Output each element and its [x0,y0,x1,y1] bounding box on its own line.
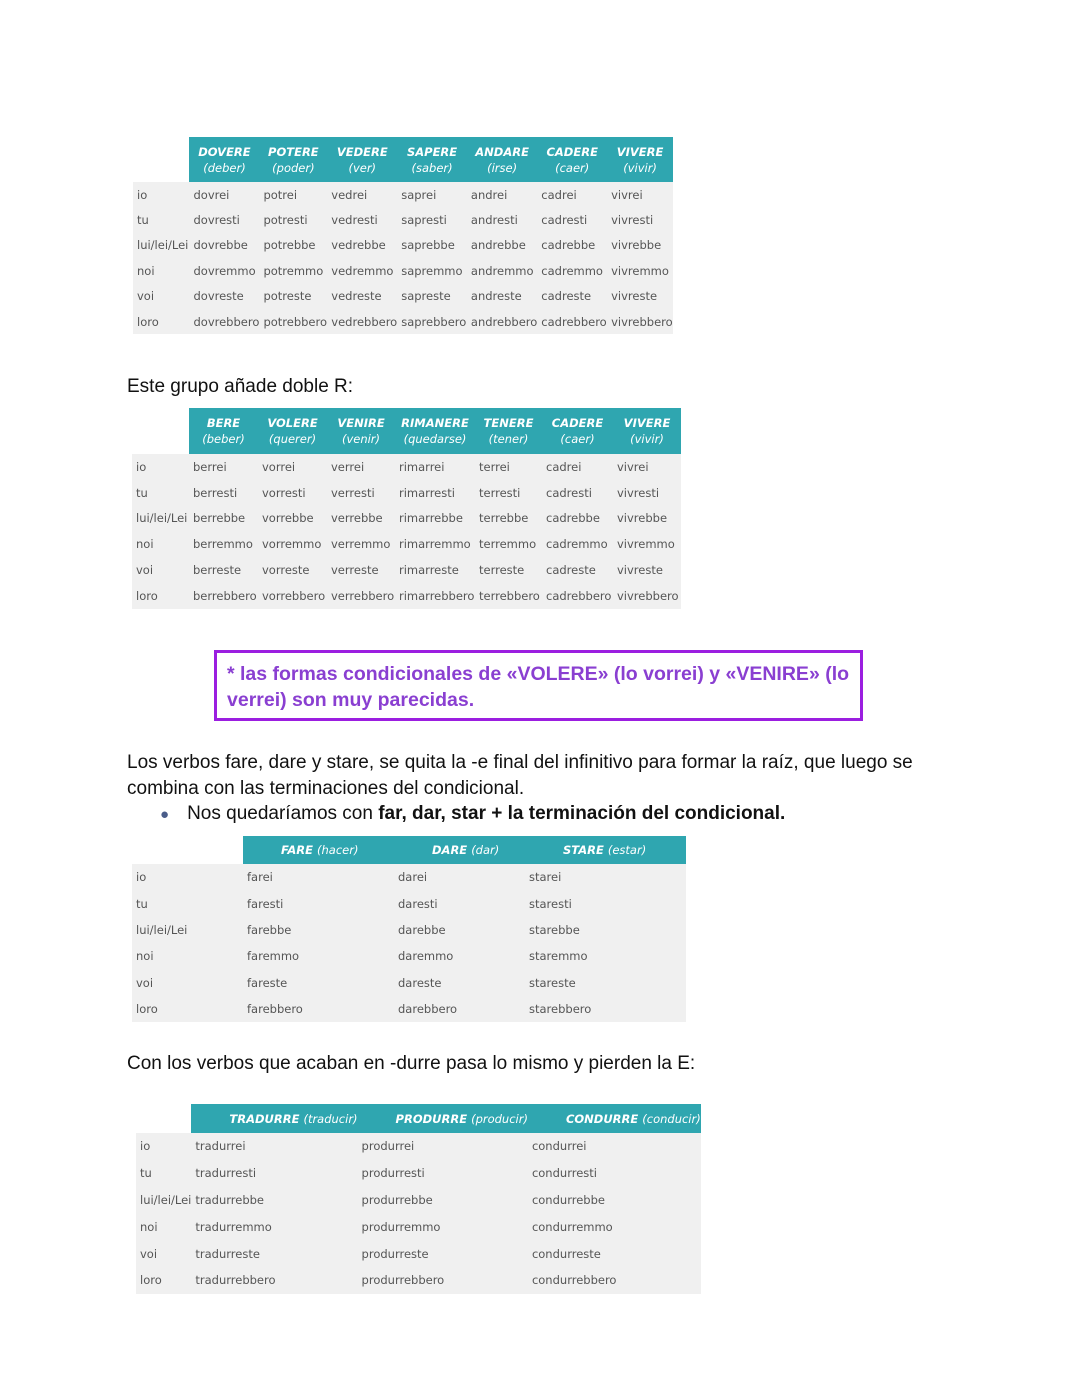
column-header [327,408,395,454]
conjugation-cell: tradurrei [191,1133,357,1160]
table-row [132,917,686,943]
verb-translation: (tener) [488,432,529,446]
conjugation-cell: dareste [394,970,525,996]
conjugation-cell: vivrebbero [607,309,673,334]
verb-translation: (vivir) [623,160,657,175]
table-row [133,182,673,207]
verb-infinitive: VIVERE [623,416,671,430]
conjugation-cell: vorresti [258,480,327,506]
conjugation-cell: dovrebbero [189,309,259,334]
verb-infinitive: VIVERE [616,144,664,159]
conjugation-cell: berremmo [189,531,258,557]
conjugation-cell: terresti [475,480,542,506]
conjugation-cell: vedresti [327,207,397,232]
conjugation-cell: starebbe [525,917,686,943]
pronoun-cell: tu [136,1160,191,1187]
conjugation-cell: staremmo [525,943,686,969]
conjugation-cell: sapresti [397,207,467,232]
conjugation-cell: berresti [189,480,258,506]
verb-infinitive: DOVERE [198,144,251,159]
verb-translation: (caer) [560,432,595,446]
column-header [607,137,673,182]
pronoun-cell: voi [136,1240,191,1267]
conjugation-cell: vedremmo [327,258,397,283]
pronoun-cell: noi [133,258,189,283]
verb-translation: (dar) [471,843,500,857]
conjugation-cell: terrei [475,454,542,480]
conjugation-cell: verrebbero [327,583,395,609]
conjugation-cell: darebbero [394,996,525,1022]
conjugation-cell: produrrei [358,1133,528,1160]
conjugation-cell: condurrei [528,1133,701,1160]
verb-translation: (saber) [411,160,453,175]
verb-infinitive: VENIRE [337,416,385,430]
conjugation-cell: rimarresti [395,480,475,506]
conjugation-cell: potrei [259,182,327,207]
conjugation-cell: cadrebbero [542,583,613,609]
table-row [132,480,681,506]
header-blank [132,408,189,454]
conjugation-cell: produrreste [358,1240,528,1267]
table-row [132,864,686,890]
table-row [136,1240,701,1267]
table-row [136,1160,701,1187]
conjugation-cell: sapremmo [397,258,467,283]
verb-translation: (venir) [341,432,381,446]
conjugation-cell: cadremmo [542,531,613,557]
conjugation-cell: faremmo [243,943,394,969]
conjugation-cell: darebbe [394,917,525,943]
column-header [542,408,613,454]
conjugation-cell: farei [243,864,394,890]
table-row [133,258,673,283]
table-row [132,943,686,969]
verb-translation: (estar) [607,843,647,857]
pronoun-cell: voi [133,284,189,309]
conjugation-cell: cadreste [537,284,607,309]
verb-translation: (querer) [268,432,317,446]
conjugation-cell: vivrebbe [613,506,681,532]
pronoun-cell: lui/lei/Lei [136,1187,191,1214]
header-blank [136,1104,191,1133]
pronoun-cell: loro [132,996,243,1022]
conjugation-cell: tradurreste [191,1240,357,1267]
conjugation-cell: cadrei [537,182,607,207]
verb-infinitive: RIMANERE [401,416,469,430]
pronoun-cell: loro [132,583,189,609]
conjugation-cell: vivremmo [613,531,681,557]
paragraph-fare-dare-stare: Los verbos fare, dare y stare, se quita la -e final del infinitivo para formar la raíz, que luego se combina con las terminaciones del condicional. [127,752,913,799]
conjugation-cell: daremmo [394,943,525,969]
conjugation-cell: andremmo [467,258,537,283]
conjugation-cell: berreste [189,557,258,583]
bullet-item [160,802,785,827]
bullet-dot-icon: ● [160,806,170,823]
conjugation-cell: berrebbero [189,583,258,609]
verb-translation: (caer) [555,160,590,175]
table-row [133,309,673,334]
conjugation-cell: terrebbero [475,583,542,609]
verb-infinitive: POTERE [268,144,319,159]
conjugation-cell: berrebbe [189,506,258,532]
verb-translation: (poder) [272,160,315,175]
verb-infinitive: CADERE [546,144,598,159]
conjugation-cell: rimarremmo [395,531,475,557]
pronoun-cell: loro [136,1267,191,1294]
verb-translation: (beber) [202,432,245,446]
pronoun-cell: lui/lei/Lei [132,506,189,532]
conjugation-cell: saprebbero [397,309,467,334]
conjugation-cell: tradurrebbe [191,1187,357,1214]
conjugation-cell: cadrebbe [537,233,607,258]
conjugation-cell: tradurresti [191,1160,357,1187]
conjugation-cell: cadresti [542,480,613,506]
table-row [132,970,686,996]
conjugation-cell: andrebbero [467,309,537,334]
column-header [258,408,327,454]
paragraph-double-r: Este grupo añade doble R: [127,376,354,397]
conjugation-cell: terremmo [475,531,542,557]
conjugation-cell: vorremmo [258,531,327,557]
pronoun-cell: voi [132,970,243,996]
conjugation-cell: dovrebbe [189,233,259,258]
conjugation-cell: verrebbe [327,506,395,532]
pronoun-cell: tu [132,890,243,916]
conjugation-cell: condurremmo [528,1213,701,1240]
verb-translation: (conducir) [642,1111,701,1126]
column-header [525,836,686,864]
column-header [395,408,475,454]
conjugation-cell: fareste [243,970,394,996]
verb-translation: (quedarse) [403,432,467,446]
verb-translation: (irse) [487,160,518,175]
column-header [537,137,607,182]
conjugation-cell: cadresti [537,207,607,232]
pronoun-cell: io [136,1133,191,1160]
conjugation-cell: dovresti [189,207,259,232]
conjugation-cell: dovrei [189,182,259,207]
conjugation-cell: stareste [525,970,686,996]
conjugation-cell: vivreste [613,557,681,583]
conjugation-cell: condurrebbero [528,1267,701,1294]
conjugation-cell: rimarreste [395,557,475,583]
column-header [189,408,258,454]
paragraph-durre: Con los verbos que acaban en -durre pasa lo mismo y pierden la E: [127,1053,696,1074]
verb-infinitive: TENERE [483,416,534,430]
pronoun-cell: lui/lei/Lei [133,233,189,258]
table-row [133,233,673,258]
conjugation-cell: andrei [467,182,537,207]
conjugation-cell: rimarrei [395,454,475,480]
conjugation-cell: vivremmo [607,258,673,283]
conjugation-cell: dovreste [189,284,259,309]
conjugation-cell: condurreste [528,1240,701,1267]
conjugation-cell: potremmo [259,258,327,283]
column-header [191,1104,357,1133]
verb-infinitive: DARE [432,843,468,857]
column-header [189,137,259,182]
conjugation-cell: vivrebbe [607,233,673,258]
conjugation-cell: produrrebbero [358,1267,528,1294]
conjugation-cell: rimarrebbe [395,506,475,532]
conjugation-cell: vedrebbero [327,309,397,334]
verb-infinitive: VEDERE [336,144,388,159]
pronoun-cell: voi [132,557,189,583]
verb-infinitive: STARE [563,843,604,857]
conjugation-cell: vorrei [258,454,327,480]
conjugation-table-double-r [132,408,681,609]
table-row [133,207,673,232]
conjugation-cell: terreste [475,557,542,583]
conjugation-cell: cadrebbero [537,309,607,334]
pronoun-cell: io [133,182,189,207]
header-blank [133,137,189,182]
conjugation-cell: potresti [259,207,327,232]
table-row [132,890,686,916]
conjugation-cell: faresti [243,890,394,916]
bullet-text: Nos quedaríamos con [187,803,379,824]
conjugation-cell: verreste [327,557,395,583]
table-row [136,1213,701,1240]
conjugation-cell: vivreste [607,284,673,309]
conjugation-cell: tradurremmo [191,1213,357,1240]
conjugation-cell: tradurrebbero [191,1267,357,1294]
verb-infinitive: CONDURRE [565,1111,639,1126]
conjugation-cell: andreste [467,284,537,309]
header-blank [132,836,243,864]
conjugation-cell: andrebbe [467,233,537,258]
table-row [132,506,681,532]
conjugation-cell: vorreste [258,557,327,583]
conjugation-cell: cadrei [542,454,613,480]
pronoun-cell: io [132,454,189,480]
conjugation-cell: produrresti [358,1160,528,1187]
conjugation-cell: saprebbe [397,233,467,258]
column-header [475,408,542,454]
column-header [467,137,537,182]
verb-infinitive: SAPERE [406,144,458,159]
conjugation-cell: farebbero [243,996,394,1022]
table-row [136,1187,701,1214]
pronoun-cell: lui/lei/Lei [132,917,243,943]
conjugation-cell: potrebbero [259,309,327,334]
conjugation-cell: starebbero [525,996,686,1022]
conjugation-cell: terrebbe [475,506,542,532]
conjugation-cell: vivresti [613,480,681,506]
conjugation-cell: cadremmo [537,258,607,283]
conjugation-cell: vivrei [607,182,673,207]
table-row [132,557,681,583]
verb-infinitive: BERE [206,416,241,430]
verb-infinitive: TRADURRE [229,1111,300,1126]
conjugation-cell: vorrebbero [258,583,327,609]
verb-translation: (producir) [471,1111,528,1126]
conjugation-cell: produrrebbe [358,1187,528,1214]
conjugation-cell: verrei [327,454,395,480]
conjugation-cell: potrebbe [259,233,327,258]
conjugation-cell: sapreste [397,284,467,309]
conjugation-cell: vedreste [327,284,397,309]
conjugation-cell: darei [394,864,525,890]
conjugation-cell: rimarrebbero [395,583,475,609]
pronoun-cell: noi [132,531,189,557]
pronoun-cell: tu [133,207,189,232]
conjugation-cell: dovremmo [189,258,259,283]
table-row [136,1267,701,1294]
pronoun-cell: noi [136,1213,191,1240]
column-header [394,836,525,864]
table-row [132,996,686,1022]
conjugation-cell: cadrebbe [542,506,613,532]
verb-infinitive: PRODURRE [395,1111,468,1126]
conjugation-cell: staresti [525,890,686,916]
table-row [132,531,681,557]
pronoun-cell: loro [133,309,189,334]
conjugation-cell: verresti [327,480,395,506]
conjugation-cell: farebbe [243,917,394,943]
table-row [133,284,673,309]
verb-infinitive: VOLERE [267,416,318,430]
verb-translation: (ver) [348,160,377,175]
note-box: * las formas condicionales de «VOLERE» (lo vorrei) y «VENIRE» (lo verrei) son muy parecidas. [214,650,863,721]
bullet-bold-text: far, dar, star + la terminación del condicional. [378,803,786,824]
conjugation-cell: daresti [394,890,525,916]
verb-translation: (traducir) [303,1111,358,1126]
conjugation-cell: vedrei [327,182,397,207]
verb-translation: (hacer) [317,843,359,857]
pronoun-cell: io [132,864,243,890]
conjugation-cell: potreste [259,284,327,309]
conjugation-cell: verremmo [327,531,395,557]
pronoun-cell: tu [132,480,189,506]
conjugation-cell: vivrei [613,454,681,480]
conjugation-table-irregular-roots [133,137,673,334]
conjugation-cell: condurrebbe [528,1187,701,1214]
column-header [613,408,681,454]
conjugation-table-durre [136,1104,701,1294]
conjugation-cell: vivresti [607,207,673,232]
column-header [259,137,327,182]
conjugation-cell: cadreste [542,557,613,583]
column-header [327,137,397,182]
conjugation-cell: starei [525,864,686,890]
column-header [243,836,394,864]
conjugation-cell: produrremmo [358,1213,528,1240]
conjugation-cell: vorrebbe [258,506,327,532]
conjugation-cell: berrei [189,454,258,480]
verb-infinitive: CADERE [551,416,604,430]
verb-infinitive: FARE [281,843,313,857]
conjugation-cell: saprei [397,182,467,207]
conjugation-cell: vivrebbero [613,583,681,609]
verb-translation: (deber) [203,160,246,175]
table-row [136,1133,701,1160]
column-header [397,137,467,182]
table-row [132,454,681,480]
verb-translation: (vivir) [630,432,664,446]
conjugation-cell: condurresti [528,1160,701,1187]
column-header [358,1104,528,1133]
column-header [528,1104,701,1133]
conjugation-cell: vedrebbe [327,233,397,258]
verb-infinitive: ANDARE [475,144,529,159]
conjugation-table-fare-dare-stare [132,836,686,1022]
table-row [132,583,681,609]
conjugation-cell: andresti [467,207,537,232]
pronoun-cell: noi [132,943,243,969]
